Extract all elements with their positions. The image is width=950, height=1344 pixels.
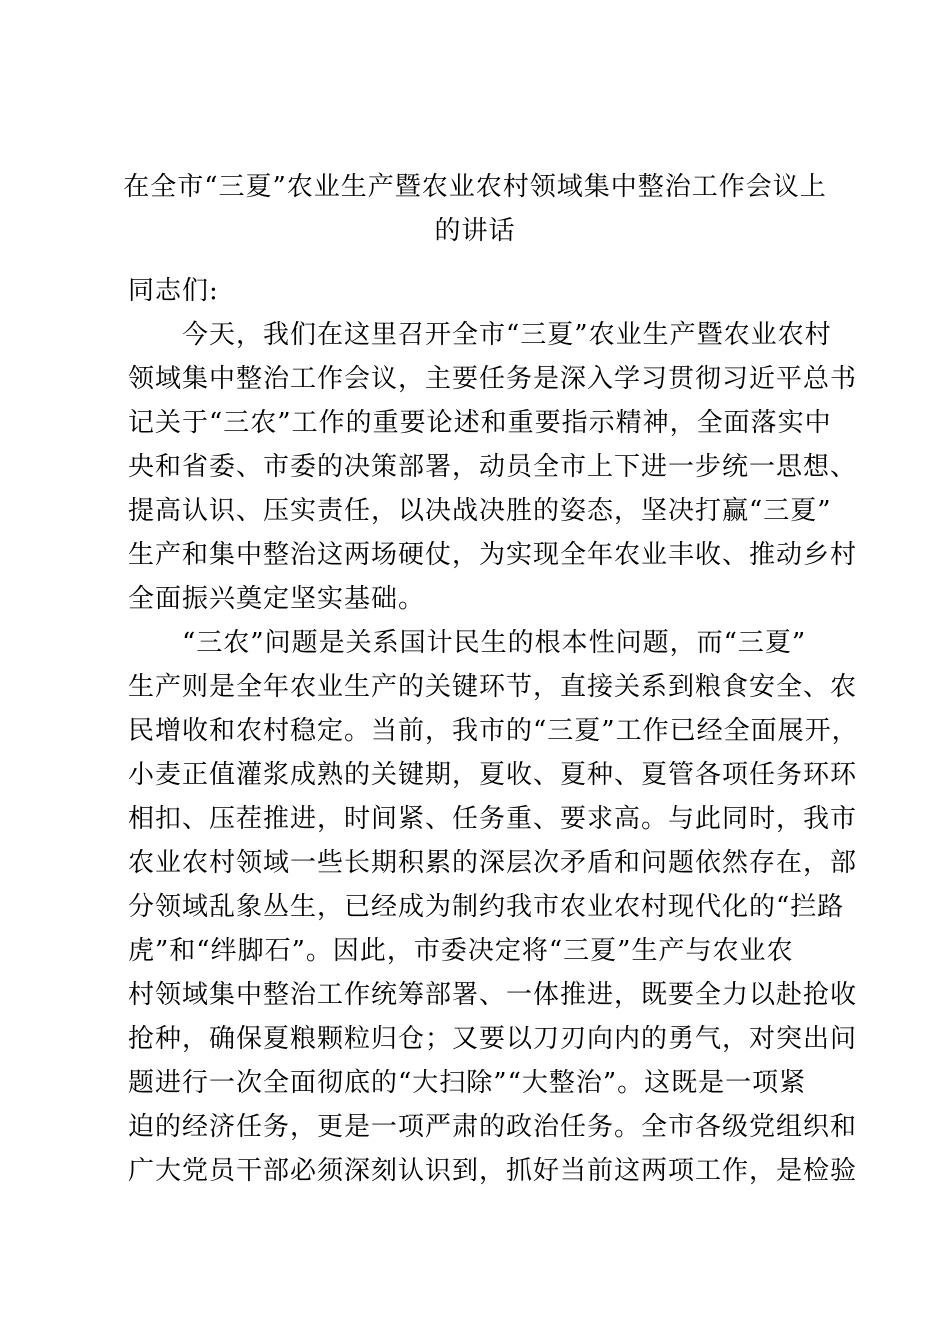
body-line: 全面振兴奠定坚实基础。 bbox=[128, 584, 426, 614]
body-line: 虎”和“绊脚石”。因此，市委决定将“三夏”生产与农业农 bbox=[128, 936, 794, 966]
body-line: 农业农村领域一些长期积累的深层次矛盾和问题依然存在，部 bbox=[128, 848, 858, 878]
body-line: 题进行一次全面彻底的“大扫除”“大整治”。这既是一项紧 bbox=[128, 1068, 807, 1098]
body-line: 相扣、压茬推进，时间紧、任务重、要求高。与此同时，我市 bbox=[128, 804, 858, 834]
body-line: “三农”问题是关系国计民生的根本性问题，而“三夏” bbox=[128, 628, 807, 658]
body-line: 领域集中整治工作会议，主要任务是深入学习贯彻习近平总书 bbox=[128, 364, 858, 394]
body-line: 村领域集中整治工作统筹部署、一体推进，既要全力以赴抢收 bbox=[128, 980, 858, 1010]
document-title-line-1: 在全市“三夏”农业生产暨农业农村领域集中整治工作会议上 bbox=[123, 172, 827, 202]
body-line: 央和省委、市委的决策部署，动员全市上下进一步统一思想、 bbox=[128, 452, 858, 482]
document-title-line-2: 的讲话 bbox=[434, 216, 516, 246]
body-line: 记关于“三农”工作的重要论述和重要指示精神，全面落实中 bbox=[128, 408, 832, 438]
body-line: 提高认识、压实责任，以决战决胜的姿态，坚决打赢“三夏” bbox=[128, 496, 832, 526]
body-line: 民增收和农村稳定。当前，我市的“三夏”工作已经全面展开， bbox=[128, 716, 859, 746]
body-line: 生产和集中整治这两场硬仗，为实现全年农业丰收、推动乡村 bbox=[128, 540, 858, 570]
body-line: 广大党员干部必须深刻认识到，抓好当前这两项工作，是检验 bbox=[128, 1156, 858, 1186]
body-line: 分领域乱象丛生，已经成为制约我市农业农村现代化的“拦路 bbox=[128, 892, 845, 922]
body-line: 今天，我们在这里召开全市“三夏”农业生产暨农业农村 bbox=[128, 320, 832, 350]
body-line: 迫的经济任务，更是一项严肃的政治任务。全市各级党组织和 bbox=[128, 1112, 858, 1142]
body-line: 生产则是全年农业生产的关键环节，直接关系到粮食安全、农 bbox=[128, 672, 858, 702]
salutation: 同志们: bbox=[128, 276, 219, 306]
body-line: 抢种，确保夏粮颗粒归仓；又要以刀刃向内的勇气，对突出问 bbox=[128, 1024, 858, 1054]
body-line: 小麦正值灌浆成熟的关键期，夏收、夏种、夏管各项任务环环 bbox=[128, 760, 858, 790]
